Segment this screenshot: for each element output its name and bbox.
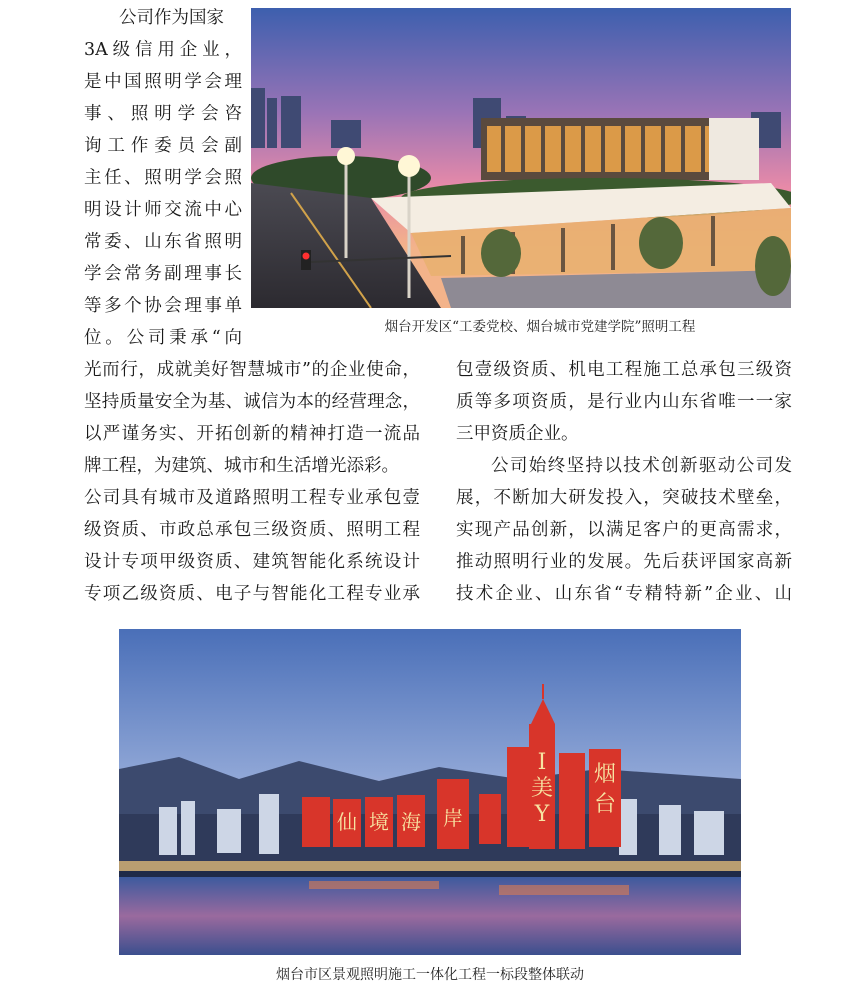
text-line: 展，不断加大研发投入，突破技术壁垒， bbox=[456, 488, 792, 508]
text-line: 公司具有城市及道路照明工程专业承包壹 bbox=[84, 488, 420, 508]
text-line: 质等多项资质，是行业内山东省唯一一家 bbox=[456, 392, 792, 412]
text-line: 专项乙级资质、电子与智能化工程专业承 bbox=[84, 584, 420, 604]
text-line: 是中国照明学会理 bbox=[84, 72, 242, 92]
text-line: 技术企业、山东省“专精特新”企业、山 bbox=[456, 584, 792, 604]
building-glyph: 台 bbox=[593, 792, 617, 817]
building-glyph: 境 bbox=[369, 810, 389, 834]
building-glyph: 岸 bbox=[443, 806, 463, 830]
building-glyph: 烟 bbox=[593, 762, 617, 787]
photo-party-school bbox=[251, 8, 791, 308]
text-line: 公司作为国家 bbox=[119, 8, 224, 28]
text-line: 三甲资质企业。 bbox=[456, 424, 579, 444]
waterfront-illustration bbox=[119, 629, 741, 955]
building-glyph: Y bbox=[534, 802, 550, 827]
text-line: 公司始终坚持以技术创新驱动公司发 bbox=[491, 456, 792, 476]
building-glyph: I bbox=[537, 750, 547, 775]
text-line: 3A级信用企业， bbox=[84, 40, 242, 60]
text-column-right bbox=[456, 354, 792, 610]
text-line: 事、照明学会咨 bbox=[84, 104, 242, 124]
building-glyph: 美 bbox=[530, 776, 554, 801]
text-line: 级资质、市政总承包三级资质、照明工程 bbox=[84, 520, 420, 540]
text-line: 询工作委员会副 bbox=[84, 136, 242, 156]
text-line: 等多个协会理事单 bbox=[84, 296, 242, 316]
party-school-illustration bbox=[251, 8, 791, 308]
text-column-left bbox=[84, 354, 420, 610]
text-line: 包壹级资质、机电工程施工总承包三级资 bbox=[456, 360, 792, 380]
text-line: 以严谨务实、开拓创新的精神打造一流品 bbox=[84, 424, 420, 444]
text-line: 光而行，成就美好智慧城市”的企业使命， bbox=[84, 360, 420, 380]
text-line: 实现产品创新，以满足客户的更高需求， bbox=[456, 520, 792, 540]
building-glyph: 仙 bbox=[337, 810, 357, 834]
text-line: 学会常务副理事长 bbox=[84, 264, 242, 284]
text-line: 主任、照明学会照 bbox=[84, 168, 242, 188]
photo1-caption: 烟台开发区“工委党校、烟台城市党建学院”照明工程 bbox=[384, 319, 696, 335]
text-line: 推动照明行业的发展。先后获评国家高新 bbox=[456, 552, 792, 572]
building-glyph: 海 bbox=[401, 810, 421, 834]
text-line: 牌工程，为建筑、城市和生活增光添彩。 bbox=[84, 456, 399, 476]
text-line: 明设计师交流中心 bbox=[84, 200, 242, 220]
text-line: 位。公司秉承“向 bbox=[84, 328, 242, 348]
photo-waterfront-skyline bbox=[119, 629, 741, 955]
text-line: 设计专项甲级资质、建筑智能化系统设计 bbox=[84, 552, 420, 572]
intro-paragraph bbox=[84, 2, 242, 354]
text-line: 坚持质量安全为基、诚信为本的经营理念， bbox=[84, 392, 420, 412]
photo2-caption: 烟台市区景观照明施工一体化工程一标段整体联动 bbox=[276, 967, 584, 983]
text-line: 常委、山东省照明 bbox=[84, 232, 242, 252]
